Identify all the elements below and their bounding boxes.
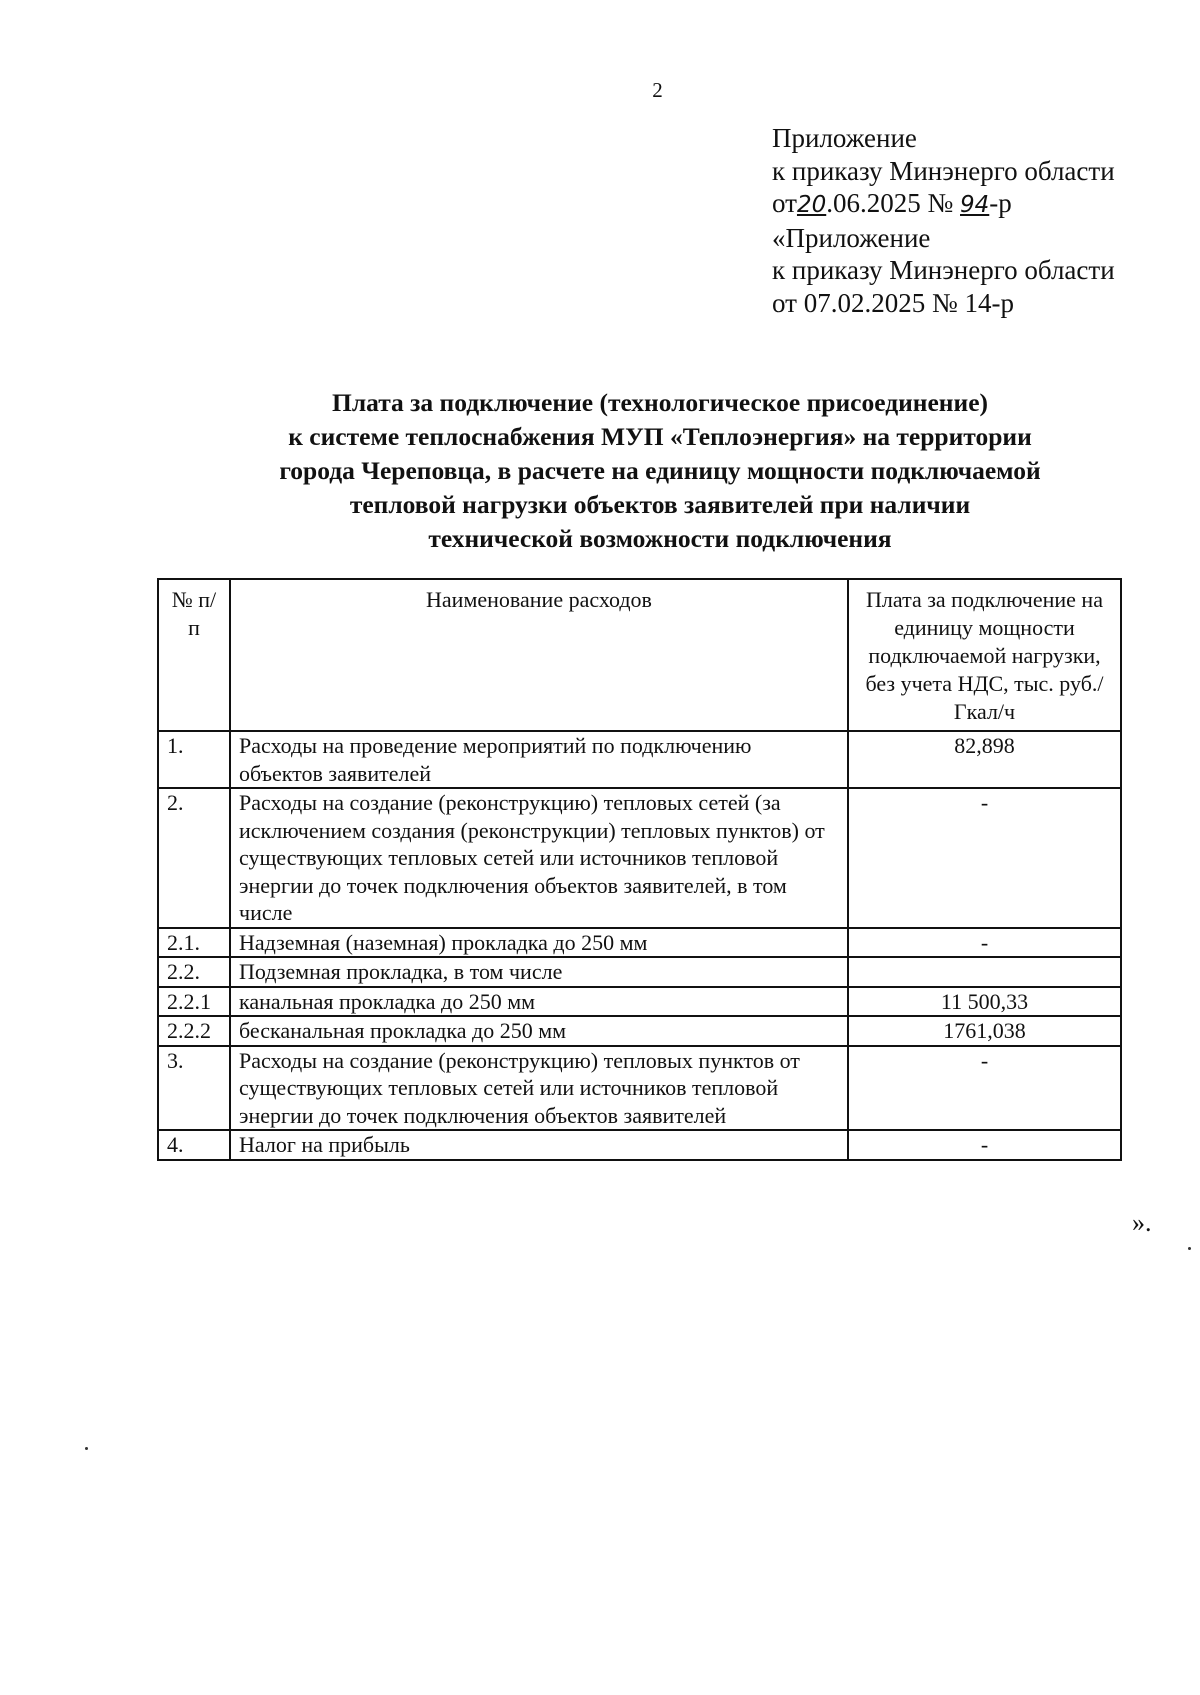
title-line-4: тепловой нагрузки объектов заявителей при наличии (349, 490, 971, 519)
handwritten-day: 20 (796, 192, 827, 218)
row-value: - (848, 1046, 1121, 1131)
header-number: № п/п (158, 579, 230, 731)
title-line-3: города Череповца, в расчете на единицу мощности подключаемой (279, 456, 1041, 485)
row-value: 1761,038 (848, 1016, 1121, 1046)
row-name: Расходы на проведение мероприятий по подключению объектов заявителей (230, 731, 848, 788)
row-number: 4. (158, 1130, 230, 1160)
row-name: Надземная (наземная) прокладка до 250 мм (230, 928, 848, 958)
appendix-block (772, 122, 1115, 319)
row-value: 82,898 (848, 731, 1121, 788)
table-row (158, 788, 1121, 928)
appendix-line-1: Приложение (772, 123, 917, 153)
row-value: - (848, 788, 1121, 928)
header-name: Наименование расходов (230, 579, 848, 731)
scan-speck (1188, 1247, 1191, 1250)
title-line-1: Плата за подключение (технологическое присоединение) (331, 388, 988, 417)
closing-quote-mark: ». (1132, 1208, 1152, 1237)
row-name: Расходы на создание (реконструкцию) тепловых сетей (за исключением создания (реконструкции) тепловых пунктов) от существующих тепловых сетей или источников тепловой энергии до точек подключения объектов заявителей, в том числе (230, 788, 848, 928)
appendix-date-line (772, 187, 1115, 222)
appendix-line-2: к приказу Минэнерго области (772, 155, 1115, 186)
title-line-2: к системе теплоснабжения МУП «Теплоэнергия» на территории (288, 422, 1032, 451)
row-number: 2.2.2 (158, 1016, 230, 1046)
page-number: 2 (652, 78, 663, 102)
costs-table (157, 578, 1122, 1161)
document-title (170, 386, 1150, 556)
date-rest: .06.2025 № (826, 188, 960, 218)
row-number: 1. (158, 731, 230, 788)
appendix-line-5: к приказу Минэнерго области (772, 255, 1115, 285)
row-number: 2.1. (158, 928, 230, 958)
table-row (158, 1130, 1121, 1160)
table-row (158, 1046, 1121, 1131)
row-name: канальная прокладка до 250 мм (230, 987, 848, 1017)
table-header-row (158, 579, 1121, 731)
table-row (158, 731, 1121, 788)
scan-speck (85, 1447, 88, 1450)
row-value: - (848, 1130, 1121, 1160)
table-row (158, 1016, 1121, 1046)
row-number: 2.2. (158, 957, 230, 987)
number-suffix: -р (989, 188, 1012, 218)
title-line-5: технической возможности подключения (428, 524, 892, 553)
appendix-line-6: от 07.02.2025 № 14-р (772, 287, 1014, 318)
table-row (158, 987, 1121, 1017)
table-row (158, 957, 1121, 987)
row-name: бесканальная прокладка до 250 мм (230, 1016, 848, 1046)
row-value: - (848, 928, 1121, 958)
row-number: 3. (158, 1046, 230, 1131)
row-name: Расходы на создание (реконструкцию) тепловых пунктов от существующих тепловых сетей или источников тепловой энергии до точек подключения объектов заявителей (230, 1046, 848, 1131)
header-value: Плата за подключение на единицу мощности подключаемой нагрузки, без учета НДС, тыс. руб./Гкал/ч (848, 579, 1121, 731)
row-number: 2. (158, 788, 230, 928)
row-name: Подземная прокладка, в том числе (230, 957, 848, 987)
table-row (158, 928, 1121, 958)
handwritten-number: 94 (960, 192, 990, 218)
appendix-line-4: «Приложение (772, 222, 931, 253)
row-name: Налог на прибыль (230, 1130, 848, 1160)
row-value (848, 957, 1121, 987)
date-prefix: от (772, 188, 797, 218)
row-number: 2.2.1 (158, 987, 230, 1017)
row-value: 11 500,33 (848, 987, 1121, 1017)
